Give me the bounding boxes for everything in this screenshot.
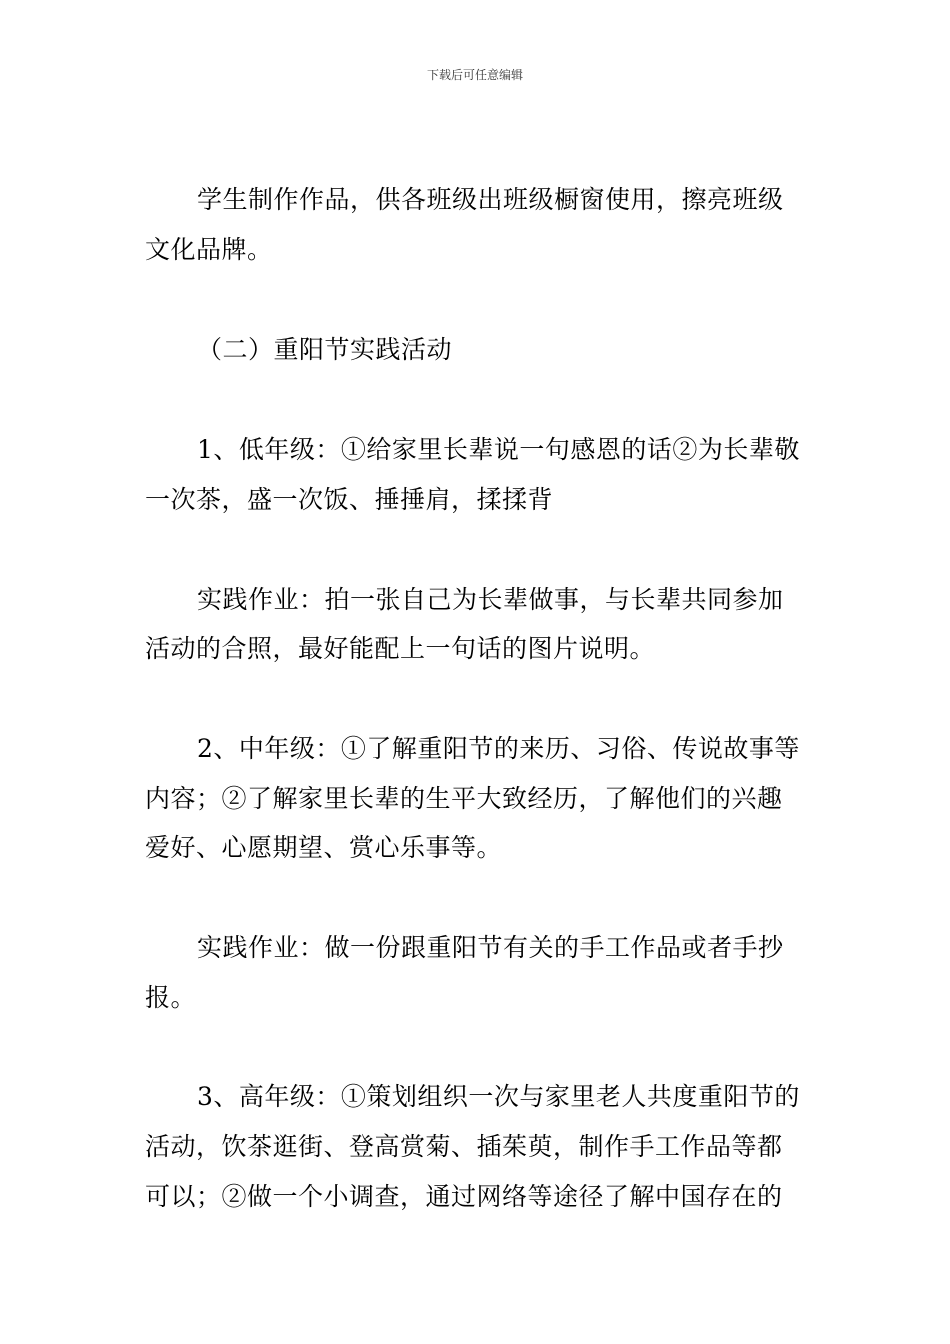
paragraph-line: 实践作业：拍一张自己为长辈做事，与长辈共同参加	[197, 585, 784, 614]
paragraph-line: 文化品牌。	[145, 235, 273, 264]
paragraph-line: 3、高年级：①策划组织一次与家里老人共度重阳节的	[197, 1082, 800, 1111]
paragraph-line: 2、中年级：①了解重阳节的来历、习俗、传说故事等	[197, 734, 800, 763]
paragraph-line: 1、低年级：①给家里长辈说一句感恩的话②为长辈敬	[197, 435, 800, 464]
header-note: 下载后可任意编辑	[426, 68, 523, 82]
paragraph-line: 学生制作作品，供各班级出班级橱窗使用，擦亮班级	[197, 185, 784, 214]
paragraph-line: 爱好、心愿期望、赏心乐事等。	[145, 833, 503, 862]
section-heading: （二）重阳节实践活动	[197, 335, 453, 364]
paragraph-line: 活动，饮茶逛街、登高赏菊、插茱萸，制作手工作品等都	[145, 1132, 783, 1161]
paragraph-line: 活动的合照，最好能配上一句话的图片说明。	[145, 634, 656, 663]
paragraph-line: 报。	[145, 983, 197, 1012]
paragraph-line: 可以；②做一个小调查，通过网络等途径了解中国存在的	[145, 1182, 783, 1211]
paragraph-line: 内容；②了解家里长辈的生平大致经历，了解他们的兴趣	[145, 784, 783, 813]
paragraph-line: 实践作业：做一份跟重阳节有关的手工作品或者手抄	[197, 933, 784, 962]
paragraph-line: 一次茶，盛一次饭、捶捶肩，揉揉背	[145, 485, 554, 514]
